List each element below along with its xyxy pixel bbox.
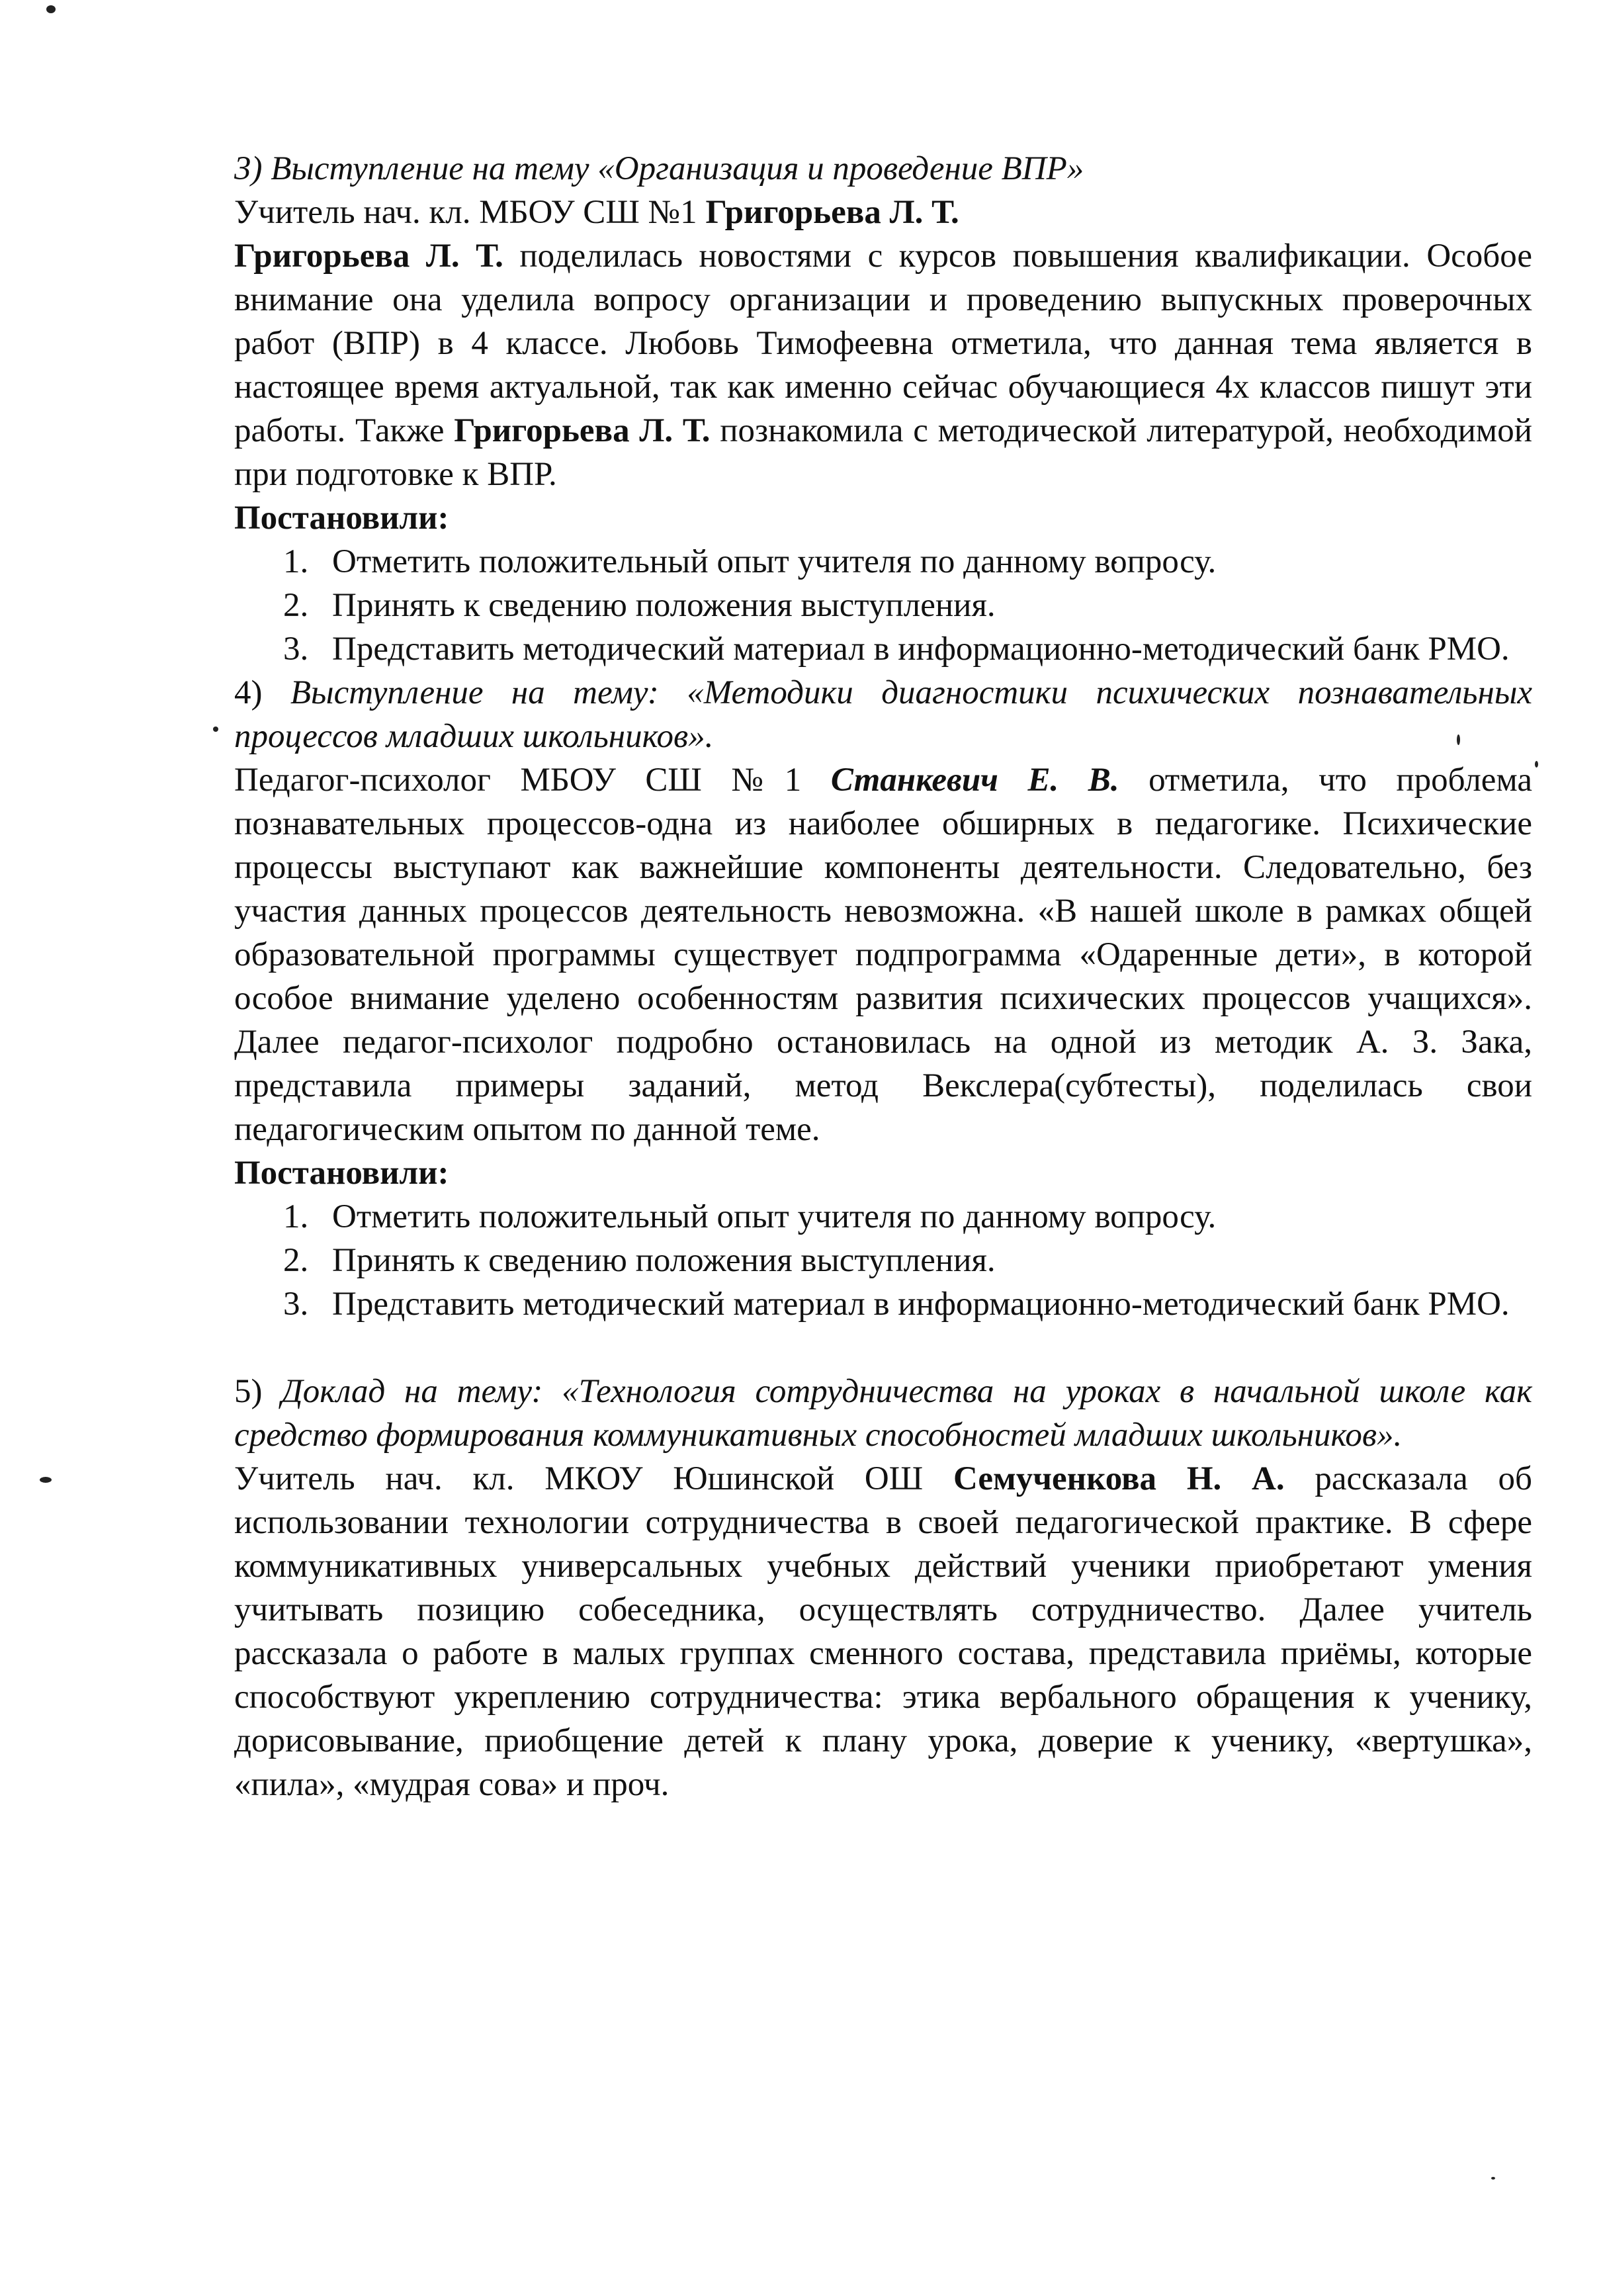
section4-decisions-list	[234, 1195, 1532, 1326]
scan-speck	[213, 727, 218, 732]
section3-resolved-heading: Постановили:	[234, 500, 449, 537]
section4-speaker-name: Станкевич Е. В.	[830, 762, 1119, 799]
list-item-number: 2.	[283, 587, 309, 624]
section5-body	[234, 1457, 1532, 1806]
section4-body-text: отметила, что проблема познавательных процессов-одна из наиболее обширных в педагогике. Психические процессы выступают как важнейшие компоненты деятельности. Следовательно, без участия данных процессов деятельность невозможна. «В нашей школе в рамках общей образовательной программы существует подпрограмма «Одаренные дети», в которой особое внимание уделено особенностям развития психических процессов учащихся». Далее педагог-психолог подробно остановилась на одной из методик А. З. Зака, представила примеры заданий, метод Векслера(субтесты), поделилась свои педагогическим опытом по данной теме.	[234, 762, 1533, 1148]
list-item-number: 3.	[283, 631, 309, 668]
section3-body-text-1: поделилась новостями с курсов повышения квалификации. Особое внимание она уделила вопросу организации и проведению выпускных проверочных работ (ВПР) в 4 классе. Любовь Тимофеевна отметила, что данная тема является в настоящее время актуальной, так как именно сейчас обучающиеся 4х классов пишут эти работы. Также	[234, 238, 1533, 449]
section3-body-text-2: познакомила с методической литературой, необходимой при подготовке к ВПР.	[234, 412, 1532, 493]
section5-title	[234, 1370, 1532, 1457]
section4-title-text: Выступление на тему: «Методики диагностики психических познавательных процессов младших школьников».	[234, 674, 1532, 755]
section5-body-text: рассказала об использовании технологии сотрудничества в своей педагогической практике. В сфере коммуникативных универсальных учебных действий ученики приобретают умения учитывать позицию собеседника, осуществлять сотрудничество. Далее учитель рассказала о работе в малых группах сменного состава, представила приёмы, которые способствуют укреплению сотрудничества: этика вербального обращения к ученику, дорисовывание, приобщение детей к плану урока, доверие к ученику, «вертушка», «пила», «мудрая сова» и проч.	[234, 1460, 1532, 1803]
section4-resolved-heading: Постановили:	[234, 1155, 449, 1192]
list-item-number: 1.	[283, 1198, 309, 1235]
scan-speck	[1491, 2177, 1495, 2180]
list-item	[234, 540, 1532, 584]
list-item-text: Принять к сведению положения выступления.	[332, 1242, 996, 1279]
scan-speck	[1535, 761, 1538, 768]
list-item-text: Принять к сведению положения выступления.	[332, 587, 996, 624]
list-item-number: 2.	[283, 1242, 309, 1279]
section3-title: 3) Выступление на тему «Организация и проведение ВПР»	[234, 150, 1084, 187]
scan-speck	[40, 1477, 52, 1483]
section5-title-number: 5)	[234, 1373, 282, 1410]
list-item-text: Отметить положительный опыт учителя по данному вопросу.	[332, 543, 1217, 580]
section5-title-text: Доклад на тему: «Технология сотрудничества на уроках в начальной школе как средство формирования коммуникативных способностей младших школьников».	[234, 1373, 1532, 1454]
section4-speaker-prefix: Педагог-психолог МБОУ СШ №1	[234, 762, 831, 799]
list-item-text: Представить методический материал в информационно-методический банк РМО.	[332, 1286, 1510, 1323]
list-item-text: Отметить положительный опыт учителя по данному вопросу.	[332, 1198, 1217, 1235]
list-item	[234, 627, 1532, 671]
section3-body	[234, 234, 1532, 496]
section5-speaker-name: Семученкова Н. А.	[953, 1460, 1285, 1497]
section3-body-name-2: Григорьева Л. Т.	[454, 412, 711, 449]
list-item	[234, 1195, 1532, 1239]
section3-decisions-list	[234, 540, 1532, 671]
section5-speaker-prefix: Учитель нач. кл. МКОУ Юшинской ОШ	[234, 1460, 953, 1497]
section3-speaker-name: Григорьева Л. Т.	[705, 194, 959, 231]
list-item	[234, 1239, 1532, 1282]
section4-title-number: 4)	[234, 674, 290, 711]
section3-speaker	[234, 191, 1532, 234]
list-item	[234, 1282, 1532, 1326]
document-body	[234, 147, 1532, 1806]
list-item-number: 1.	[283, 543, 309, 580]
section3-body-name: Григорьева Л. Т.	[234, 238, 503, 275]
section-spacer	[234, 1326, 1532, 1370]
section3-speaker-prefix: Учитель нач. кл. МБОУ СШ №1	[234, 194, 706, 231]
scan-speck	[46, 5, 56, 13]
section4-title	[234, 671, 1532, 758]
list-item	[234, 584, 1532, 627]
list-item-text: Представить методический материал в информационно-методический банк РМО.	[332, 631, 1510, 668]
section4-body	[234, 758, 1532, 1151]
list-item-number: 3.	[283, 1286, 309, 1323]
